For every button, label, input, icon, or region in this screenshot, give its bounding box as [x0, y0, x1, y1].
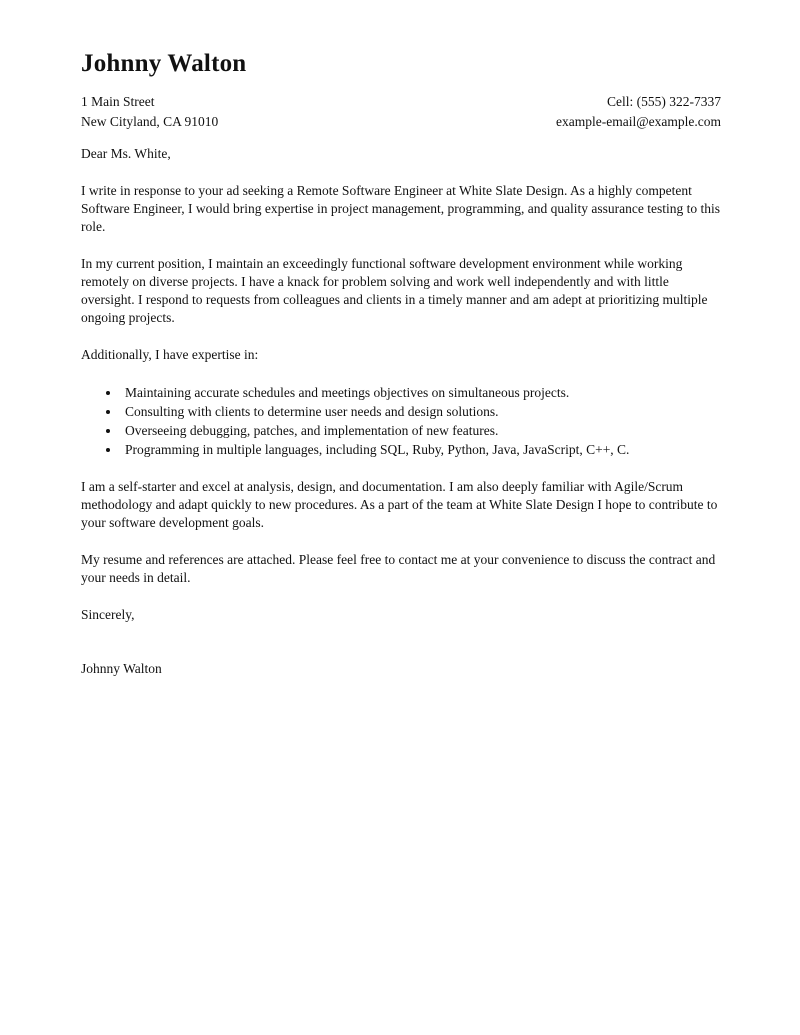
sender-address-line1: 1 Main Street [81, 93, 155, 109]
sender-address-block [81, 92, 218, 132]
sender-contact-block [556, 92, 721, 132]
salutation: Dear Ms. White, [81, 145, 171, 161]
letter-header [81, 92, 721, 132]
sender-phone: Cell: (555) 322-7337 [607, 93, 721, 109]
expertise-item: • Consulting with clients to determine user needs and design solutions. [121, 402, 721, 421]
sender-email: example-email@example.com [556, 113, 721, 129]
paragraph-current-position: In my current position, I maintain an exceedingly functional software development environment while working remotely on diverse projects. I have a knack for problem solving and work well independently and with little oversight. I respond to requests from colleagues and clients in a timely manner and am adept at prioritizing multiple ongoing projects. [81, 255, 708, 325]
sender-name: Johnny Walton [81, 50, 247, 77]
expertise-intro: Additionally, I have expertise in: [81, 346, 259, 362]
sender-address-line2: New Cityland, CA 91010 [81, 113, 219, 129]
expertise-list [81, 383, 721, 459]
expertise-item: • Maintaining accurate schedules and meetings objectives on simultaneous projects. [121, 383, 721, 402]
paragraph-self-starter: I am a self-starter and excel at analysis, design, and documentation. I am also deeply familiar with Agile/Scrum methodology and adapt quickly to new procedures. As a part of the team at White Slate Design I hope to contribute to your software development goals. [81, 478, 718, 530]
signoff: Sincerely, [81, 606, 135, 622]
paragraph-resume-attached: My resume and references are attached. Please feel free to contact me at your convenience to discuss the contract and your needs in detail. [81, 551, 716, 585]
signature-name: Johnny Walton [81, 660, 162, 676]
paragraph-intro: I write in response to your ad seeking a Remote Software Engineer at White Slate Design. As a highly competent Software Engineer, I would bring expertise in project management, programming, and quality assurance testing to this role. [81, 182, 721, 234]
expertise-item: • Programming in multiple languages, including SQL, Ruby, Python, Java, JavaScript, C++, C. [121, 440, 721, 459]
expertise-item: • Overseeing debugging, patches, and implementation of new features. [121, 421, 721, 440]
